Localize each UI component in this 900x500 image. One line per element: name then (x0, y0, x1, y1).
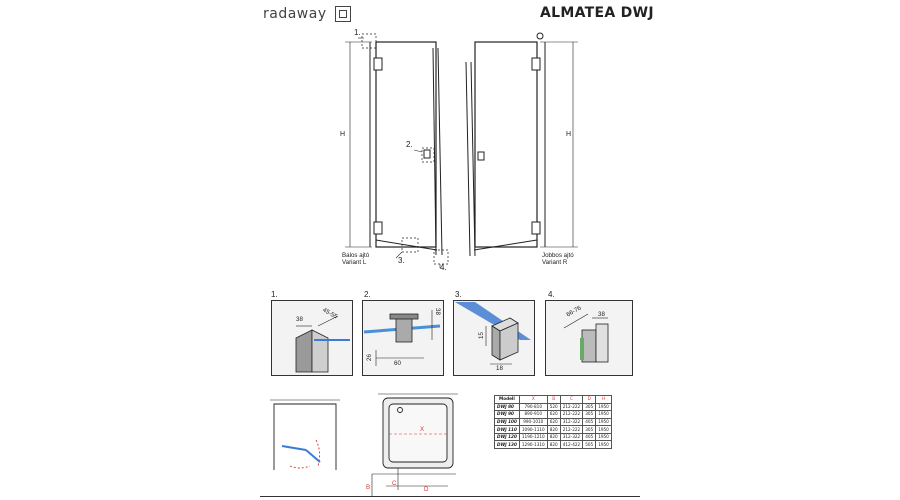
plan-x-label: X (420, 426, 425, 433)
right-door-caption-line2: Variant R (542, 259, 568, 266)
plan-1-door (282, 446, 306, 450)
callout-1: 1. (354, 28, 361, 37)
spec-value-cell: 820 (547, 433, 560, 441)
detail-number-3: 3. (455, 290, 462, 299)
detail-1-dim-a: 38 (296, 316, 303, 323)
spec-table-wrap (494, 395, 630, 449)
spec-value-cell: 1190-1210 (519, 433, 547, 441)
plan-b-label: B (366, 484, 371, 491)
right-height-label: H (566, 131, 572, 138)
spec-table-row (495, 411, 612, 419)
spec-value-cell: 212-222 (560, 403, 583, 411)
spec-value-cell: 305 (583, 426, 596, 434)
spec-header-cell: H (596, 396, 612, 404)
spec-table-row (495, 403, 612, 411)
spec-table-row (495, 426, 612, 434)
detail-3-dim-b: 18 (496, 365, 503, 372)
spec-value-cell: 1950 (596, 403, 612, 411)
spec-table-row (495, 433, 612, 441)
spec-value-cell: 405 (583, 433, 596, 441)
spec-value-cell: 620 (547, 418, 560, 426)
spec-value-cell: 890-910 (519, 411, 547, 419)
plan-d-label: D (424, 486, 429, 493)
spec-table-header (495, 396, 612, 404)
spec-value-cell: 212-222 (560, 411, 583, 419)
spec-value-cell: 1950 (596, 433, 612, 441)
detail-2-dim-b: 26 (365, 354, 373, 361)
spec-table (494, 395, 612, 449)
spec-value-cell: 990-1010 (519, 418, 547, 426)
spec-value-cell: 212-222 (560, 426, 583, 434)
plan-c-label: C (392, 480, 397, 487)
brand-logo-text: radaway (263, 6, 327, 22)
spec-model-cell: DWJ 130 (495, 441, 520, 449)
spec-value-cell: 1290-1310 (519, 441, 547, 449)
spec-value-cell: 1950 (596, 426, 612, 434)
left-height-label: H (340, 131, 346, 138)
spec-value-cell: 820 (547, 441, 560, 449)
spec-value-cell: 1950 (596, 441, 612, 449)
spec-value-cell: 1950 (596, 411, 612, 419)
spec-value-cell: 820 (547, 426, 560, 434)
spec-value-cell: 405 (583, 418, 596, 426)
spec-header-cell: C (560, 396, 583, 404)
spec-value-cell: 1950 (596, 418, 612, 426)
spec-model-cell: DWJ 110 (495, 426, 520, 434)
right-door-caption-line1: Jobbos ajtó (542, 252, 574, 259)
detail-2-dim-a: 38 (433, 308, 441, 315)
spec-value-cell: 520 (547, 403, 560, 411)
spec-model-cell: DWJ 100 (495, 418, 520, 426)
plan-1-walls (274, 404, 336, 470)
detail-number-1: 1. (271, 290, 278, 299)
spec-table-body (495, 403, 612, 448)
detail-number-4: 4. (548, 290, 555, 299)
callout-2: 2. (406, 140, 413, 149)
detail-4-dim-a: 66-76 (565, 304, 583, 319)
spec-value-cell: 305 (583, 411, 596, 419)
callout-4: 4. (440, 263, 447, 272)
spec-table-row (495, 441, 612, 449)
spec-header-cell: X (519, 396, 547, 404)
detail-4-dim-b: 38 (598, 311, 605, 318)
spec-model-cell: DWJ 90 (495, 411, 520, 419)
spec-model-cell: DWJ 80 (495, 403, 520, 411)
spec-header-cell: B (547, 396, 560, 404)
detail-3-dim-a: 15 (477, 332, 485, 339)
spec-value-cell: 312-322 (560, 418, 583, 426)
detail-1-dim-b: 45-55 (321, 306, 339, 321)
spec-model-cell: DWJ 120 (495, 433, 520, 441)
spec-value-cell: 305 (583, 403, 596, 411)
detail-number-2: 2. (364, 290, 371, 299)
bottom-rule (260, 496, 640, 497)
spec-table-row (495, 418, 612, 426)
spec-header-cell: Modell (495, 396, 520, 404)
left-door-caption-line1: Balos ajtó (342, 252, 370, 259)
page-title: ALMATEA DWJ (540, 5, 654, 21)
spec-value-cell: 1090-1110 (519, 426, 547, 434)
detail-2-dim-c: 60 (394, 360, 401, 367)
spec-header-cell: D (583, 396, 596, 404)
spec-value-cell: 505 (583, 441, 596, 449)
plan-1-swing-arrow (290, 466, 310, 468)
spec-value-cell: 620 (547, 411, 560, 419)
left-door-caption-line2: Variant L (342, 259, 367, 266)
callout-3: 3. (398, 256, 405, 265)
spec-value-cell: 412-422 (560, 441, 583, 449)
spec-value-cell: 790-810 (519, 403, 547, 411)
spec-value-cell: 312-322 (560, 433, 583, 441)
